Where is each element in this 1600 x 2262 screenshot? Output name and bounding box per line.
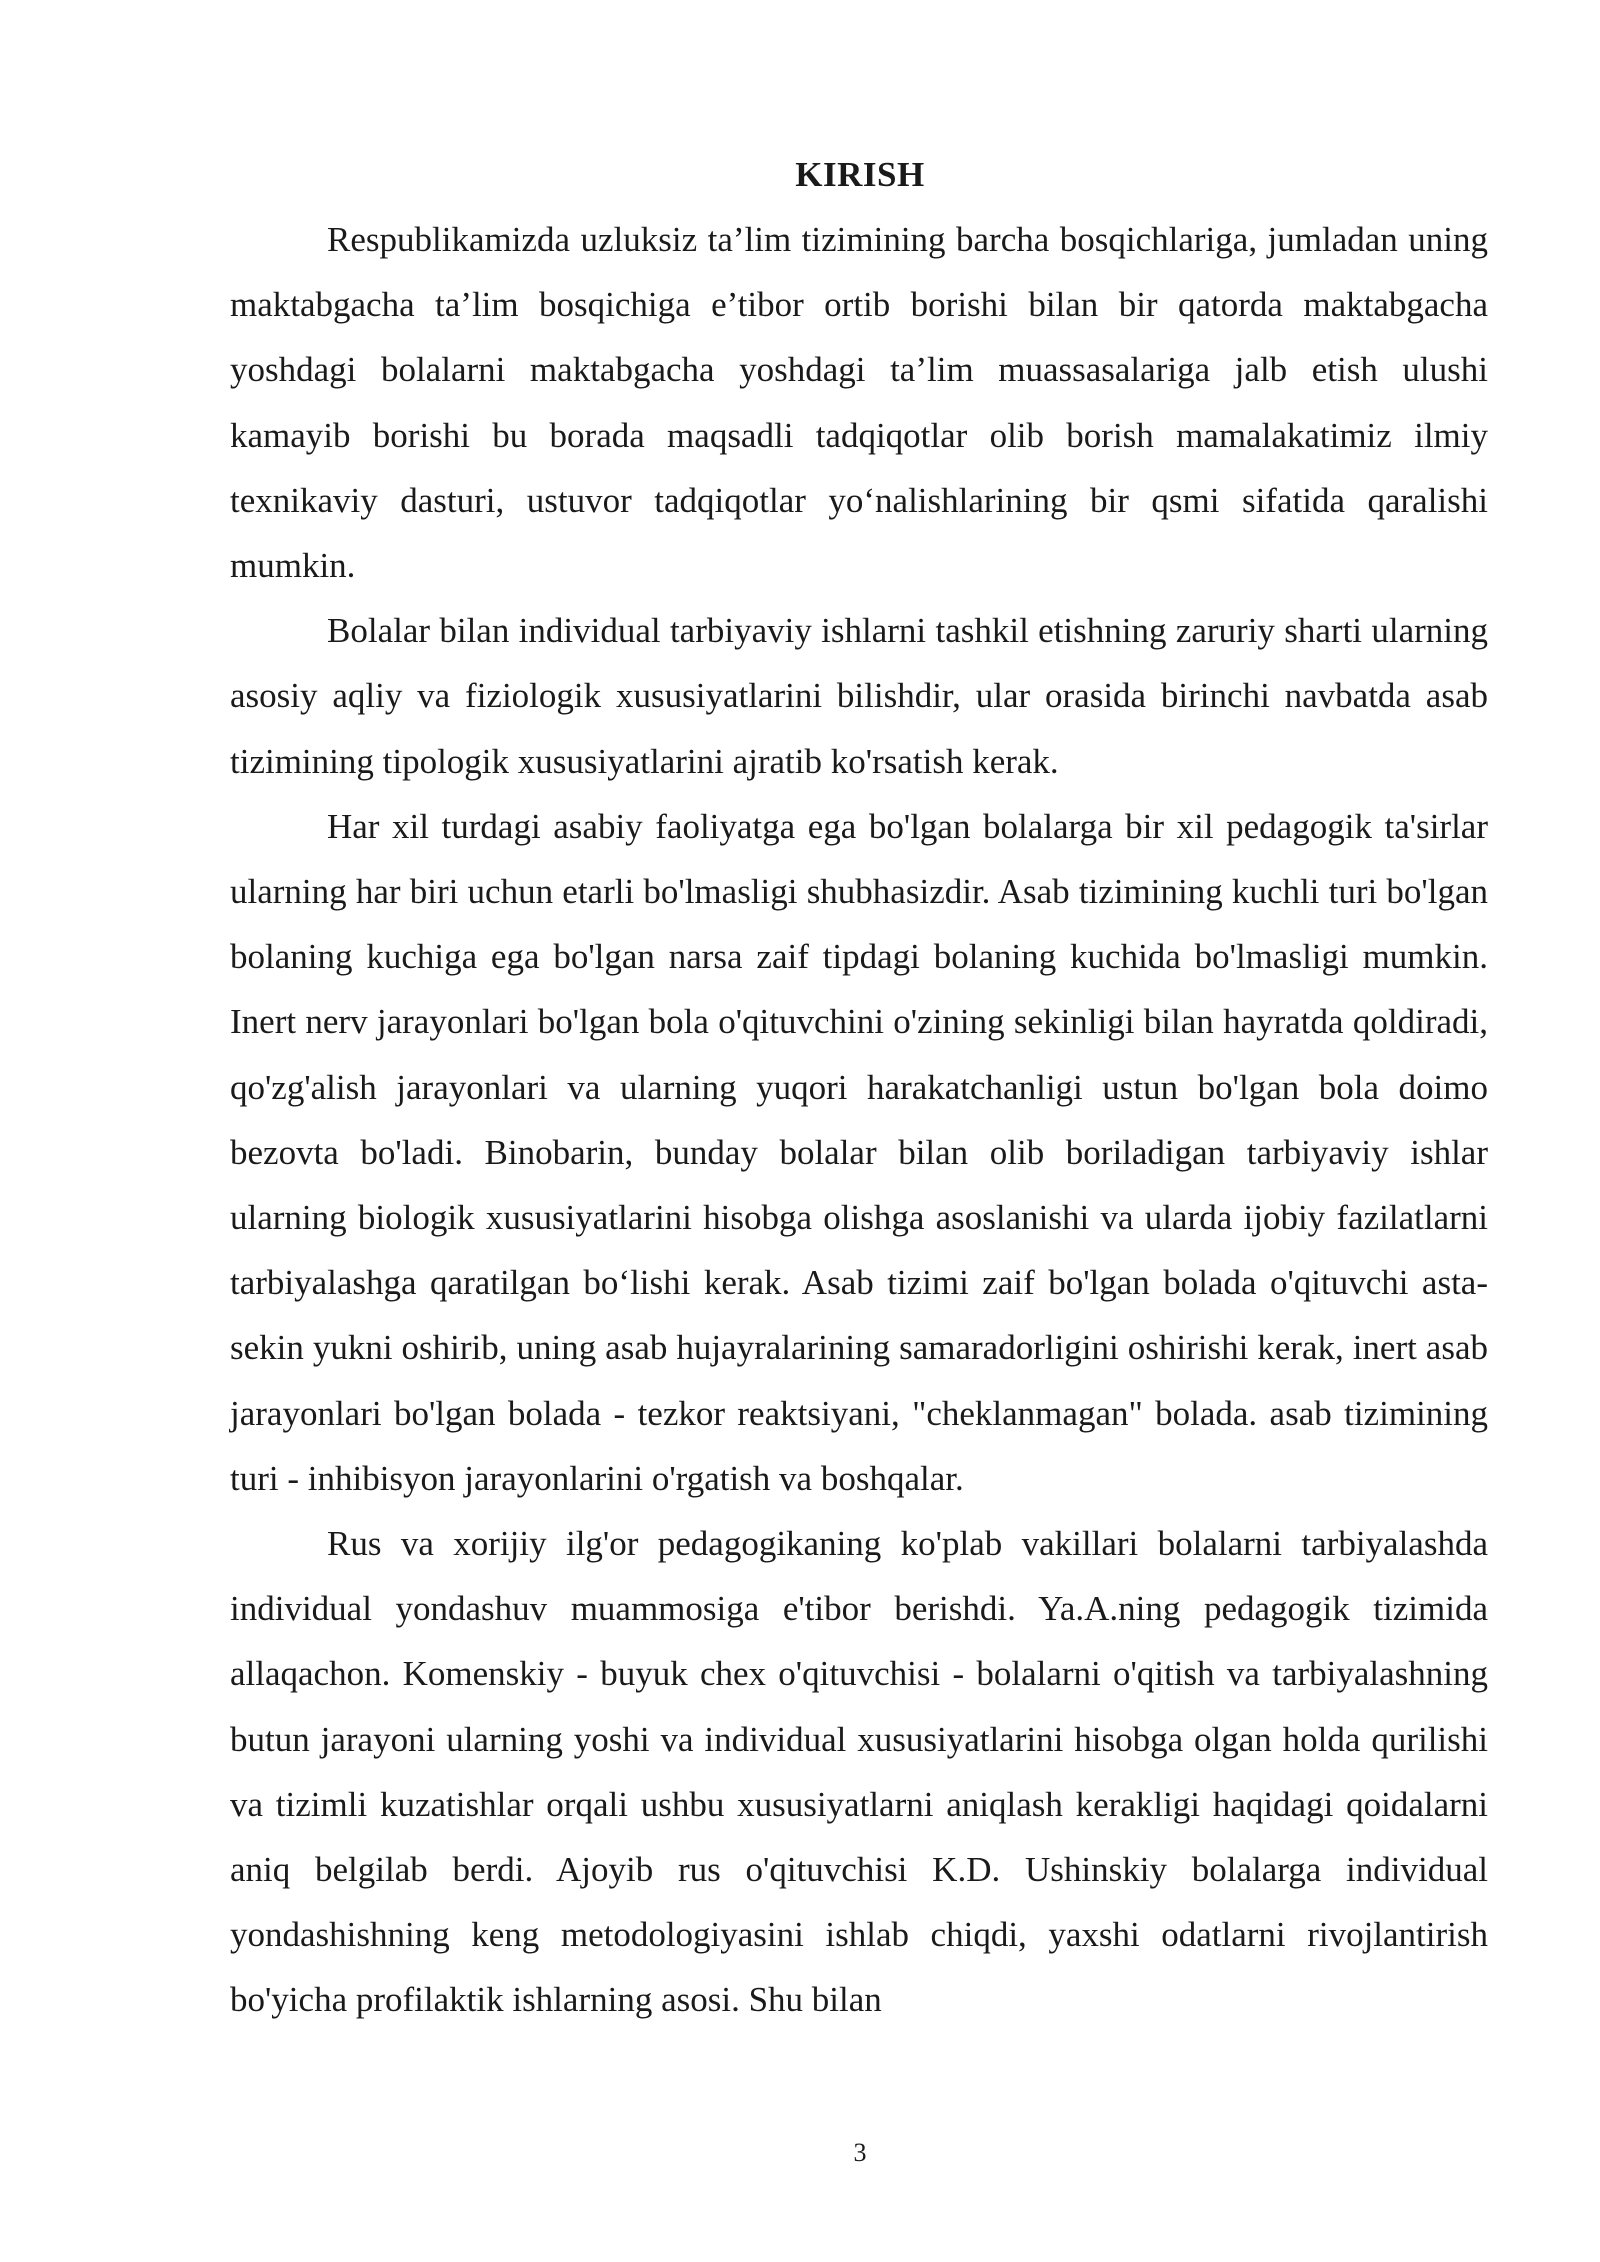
paragraph: Har xil turdagi asabiy faoliyatga ega bo'lgan bolalarga bir xil pedagogik ta'sirlar ularning har biri uchun etarli bo'lmasligi shubhasizdir. Asab tizimining kuchli turi bo'lgan bolaning kuchiga ega bo'lgan narsa zaif tipdagi bolaning kuchida bo'lmasligi mumkin. Inert nerv jarayonlari bo'lgan bola o'qituvchini o'zining sekinligi bilan hayratda qoldiradi, qo'zg'alish jarayonlari va ularning yuqori harakatchanligi ustun bo'lgan bola doimo bezovta bo'ladi. Binobarin, bunday bolalar bilan olib boriladigan tarbiyaviy ishlar ularning biologik xususiyatlarini hisobga olishga asoslanishi va ularda ijobiy fazilatlarni tarbiyalashga qaratilgan bo‘lishi kerak. Asab tizimi zaif bo'lgan bolada o'qituvchi asta-sekin yukni oshirib, uning asab hujayralarining samaradorligini oshirishi kerak, inert asab jarayonlari bo'lgan bolada - tezkor reaktsiyani, "cheklanmagan" bolada. asab tizimining turi - inhibisyon jarayonlarini o'rgatish va boshqalar. <box>230 806 1488 1498</box>
paragraph: Rus va xorijiy ilg'or pedagogikaning ko'plab vakillari bolalarni tarbiyalashda individual yondashuv muammosiga e'tibor berishdi. Ya.A.ning pedagogik tizimida allaqachon. Komenskiy - buyuk chex o'qituvchisi - bolalarni o'qitish va tarbiyalashning butun jarayoni ularning yoshi va individual xususiyatlarini hisobga olgan holda qurilishi va tizimli kuzatishlar orqali ushbu xususiyatlarni aniqlash kerakligi haqidagi qoidalarni aniq belgilab berdi. Ajoyib rus o'qituvchisi K.D. Ushinskiy bolalarga individual yondashishning keng metodologiyasini ishlab chiqdi, yaxshi odatlarni rivojlantirish bo'yicha profilaktik ishlarning asosi. Shu bilan <box>230 1524 1488 2020</box>
page-number: 3 <box>853 2138 867 2167</box>
paragraph: Respublikamizda uzluksiz ta’lim tizimining barcha bosqichlariga, jumladan uning maktabgacha ta’lim bosqichiga e’tibor ortib borishi bilan bir qatorda maktabgacha yoshdagi bolalarni maktabgacha yoshdagi ta’lim muassasalariga jalb etish ulushi kamayib borishi bu borada maqsadli tadqiqotlar olib borish mamalakatimiz ilmiy texnikaviy dasturi, ustuvor tadqiqotlar yo‘nalishlarining bir qsmi sifatida qaralishi mumkin. <box>230 220 1488 586</box>
page-title: KIRISH <box>795 155 925 194</box>
paragraph: Bolalar bilan individual tarbiyaviy ishlarni tashkil etishning zaruriy sharti ularning asosiy aqliy va fiziologik xususiyatlarini bilishdir, ular orasida birinchi navbatda asab tizimining tipologik xususiyatlarini ajratib ko'rsatish kerak. <box>230 611 1488 781</box>
body-text <box>230 207 1488 2033</box>
